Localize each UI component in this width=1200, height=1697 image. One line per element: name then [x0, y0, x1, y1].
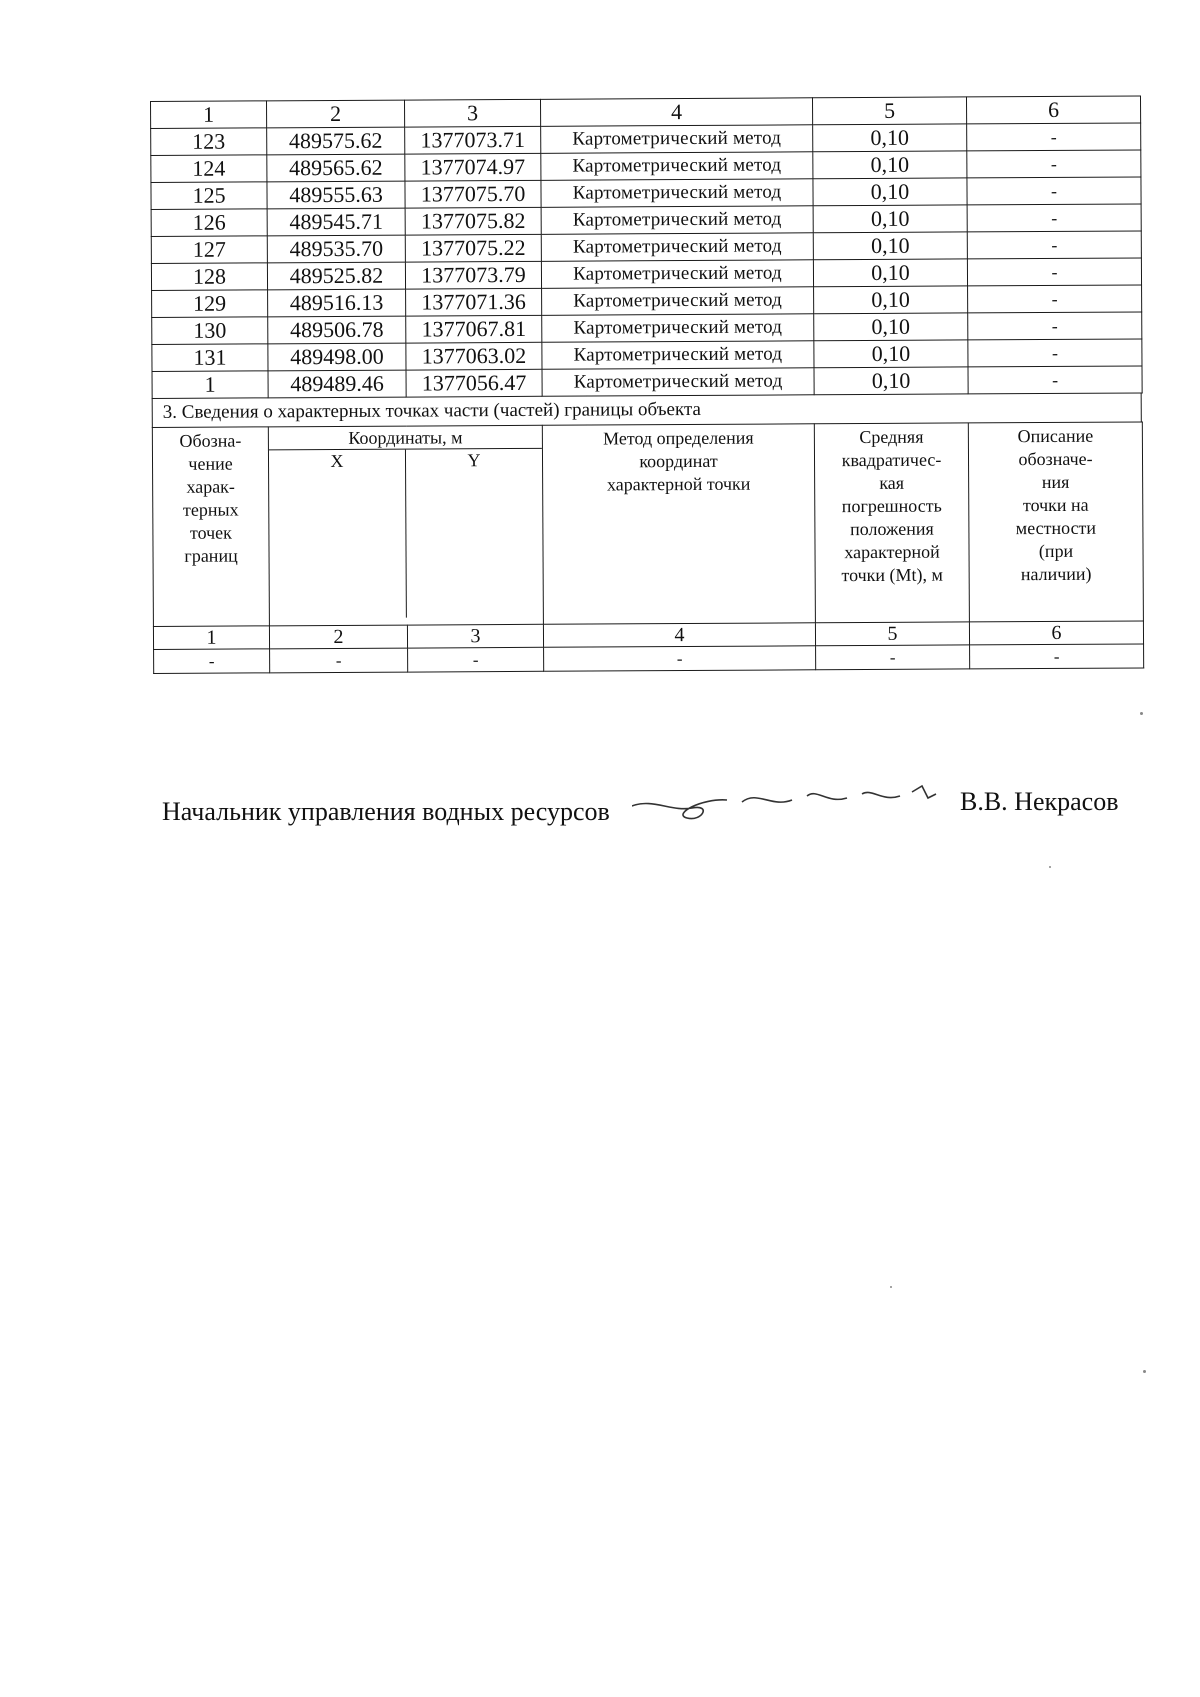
col-designation-header: Обозна- чение харак- терных точек границ [152, 427, 269, 627]
point-number-cell: 128 [151, 263, 267, 291]
error-cell: 0,10 [813, 151, 967, 179]
error-cell: 0,10 [814, 313, 968, 341]
point-number-cell: 130 [152, 317, 268, 345]
description-cell: - [967, 231, 1141, 259]
method-cell: Картометрический метод [542, 314, 814, 343]
number-cell: 6 [969, 621, 1143, 645]
section-3-header-row [152, 422, 1143, 627]
number-cell: 1 [153, 626, 269, 650]
coord-x-cell: 489575.62 [267, 127, 405, 155]
empty-cell: - [408, 647, 544, 672]
coord-y-cell: 1377075.82 [405, 207, 541, 235]
coord-y-cell: 1377067.81 [406, 315, 542, 343]
error-cell: 0,10 [814, 367, 968, 395]
coord-y-cell: 1377073.79 [405, 261, 541, 289]
point-number-cell: 129 [152, 290, 268, 318]
description-cell: - [967, 204, 1141, 232]
header-cell: 6 [966, 96, 1140, 124]
description-cell: - [967, 177, 1141, 205]
error-cell: 0,10 [813, 124, 967, 152]
coord-x-cell: 489535.70 [267, 235, 405, 263]
method-cell: Картометрический метод [541, 179, 813, 208]
method-cell: Картометрический метод [541, 125, 813, 154]
boundary-points-table [150, 95, 1143, 399]
method-cell: Картометрический метод [542, 341, 814, 370]
empty-cell: - [270, 648, 408, 673]
point-number-cell: 124 [151, 155, 267, 183]
description-cell: - [967, 150, 1141, 178]
handwritten-signature [632, 778, 962, 828]
coord-y-header: Y [467, 450, 481, 471]
coord-x-cell: 489498.00 [268, 343, 406, 371]
boundary-points-table-block [150, 95, 1143, 674]
coord-y-cell: 1377075.70 [405, 180, 541, 208]
error-cell: 0,10 [813, 178, 967, 206]
point-number-cell: 131 [152, 344, 268, 372]
coord-y-cell: 1377063.02 [406, 342, 542, 370]
coord-x-cell: 489565.62 [267, 154, 405, 182]
empty-cell: - [970, 644, 1144, 669]
coord-x-cell: 489489.46 [268, 370, 406, 398]
signature-block [162, 784, 1162, 844]
method-cell: Картометрический метод [541, 233, 813, 262]
signatory-name: В.В. Некрасов [960, 787, 1119, 816]
method-cell: Картометрический метод [541, 206, 813, 235]
part-boundary-points-table [152, 421, 1144, 674]
scan-speck [1143, 1370, 1146, 1373]
point-number-cell: 1 [152, 371, 268, 399]
coord-x-cell: 489506.78 [268, 316, 406, 344]
error-cell: 0,10 [814, 286, 968, 314]
description-cell: - [968, 339, 1142, 367]
coord-y-cell: 1377071.36 [406, 288, 542, 316]
header-cell: 5 [812, 97, 966, 125]
point-number-cell: 126 [151, 209, 267, 237]
coord-y-cell: 1377075.22 [405, 234, 541, 262]
coord-x-cell: 489555.63 [267, 181, 405, 209]
number-cell: 5 [815, 622, 969, 646]
point-number-cell: 125 [151, 182, 267, 210]
col-description-header: Описание обозначе- ния точки на местности (при наличии) [968, 422, 1143, 622]
header-cell: 1 [151, 101, 267, 129]
header-cell: 2 [267, 100, 405, 128]
error-cell: 0,10 [813, 259, 967, 287]
description-cell: - [967, 123, 1141, 151]
section-3-empty-row [154, 644, 1144, 674]
coord-x-cell: 489525.82 [267, 262, 405, 290]
empty-cell: - [816, 645, 970, 670]
description-cell: - [968, 285, 1142, 313]
method-cell: Картометрический метод [542, 287, 814, 316]
number-cell: 3 [407, 624, 543, 648]
coord-y-cell: 1377056.47 [406, 369, 542, 397]
scan-speck [1049, 866, 1051, 868]
col-coords-header [268, 425, 543, 626]
col-method-header: Метод определения координат характерной точки [542, 424, 815, 625]
method-cell: Картометрический метод [541, 152, 813, 181]
number-cell: 4 [543, 623, 815, 648]
section-3-title: 3. Сведения о характерных точках части (частей) границы объекта [152, 393, 1142, 427]
point-number-cell: 123 [151, 128, 267, 156]
header-cell: 4 [540, 98, 812, 127]
coord-y-cell: 1377074.97 [405, 153, 541, 181]
coords-title: Координаты, м [269, 426, 542, 451]
coord-x-cell: 489516.13 [268, 289, 406, 317]
scan-speck [890, 1286, 892, 1288]
description-cell: - [967, 258, 1141, 286]
col-error-header: Средняя квадратичес- кая погрешность положения характерной точки (Mt), м [814, 423, 969, 623]
number-cell: 2 [269, 625, 407, 649]
point-number-cell: 127 [151, 236, 267, 264]
signatory-role: Начальник управления водных ресурсов [162, 797, 610, 826]
scan-speck [1140, 712, 1143, 715]
coord-x-header: X [269, 450, 407, 619]
error-cell: 0,10 [813, 232, 967, 260]
description-cell: - [968, 366, 1142, 394]
error-cell: 0,10 [814, 340, 968, 368]
method-cell: Картометрический метод [542, 368, 814, 397]
coord-y-cell: 1377073.71 [405, 126, 541, 154]
coord-x-cell: 489545.71 [267, 208, 405, 236]
header-cell: 3 [404, 99, 540, 127]
method-cell: Картометрический метод [541, 260, 813, 289]
error-cell: 0,10 [813, 205, 967, 233]
empty-cell: - [544, 646, 816, 672]
description-cell: - [968, 312, 1142, 340]
empty-cell: - [154, 649, 270, 674]
